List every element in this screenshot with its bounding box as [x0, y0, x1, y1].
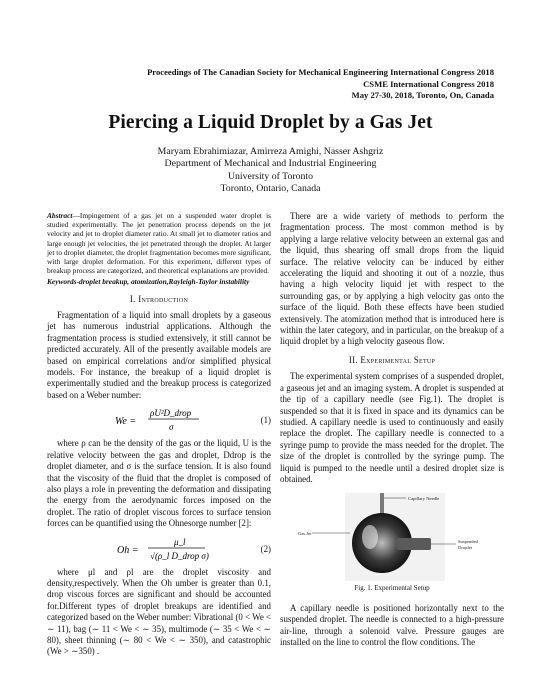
ohnesorge-equation-graphic — [47, 535, 247, 563]
label-right-1: Suspended — [458, 539, 478, 545]
keywords: Keywords-droplet breakup, atomization,Rayleigh-Taylor instability — [47, 277, 250, 287]
setup-paragraph-2: A capillary needle is positioned horizontally next to the suspended droplet. The needle is connected to a high-pressure air-line, through a solenoid valve. Pressure gauges are installed on the line to control the flow conditions. The — [280, 602, 504, 647]
svg-text:Oh =: Oh = — [117, 544, 139, 556]
abstract — [47, 211, 271, 275]
svg-text:√(ρ_l D_drop σ): √(ρ_l D_drop σ) — [150, 550, 209, 561]
author-university: University of Toronto — [227, 170, 314, 182]
paper-title: Piercing a Liquid Droplet by a Gas Jet — [108, 112, 433, 133]
equation-2-number: (2) — [260, 543, 271, 554]
right-column — [280, 211, 504, 648]
svg-text:ρU²D_drop: ρU²D_drop — [150, 408, 192, 419]
section-heading-setup: II. Experimental Setup — [348, 354, 436, 365]
svg-text:σ: σ — [169, 422, 174, 433]
label-left: Gas Jet — [298, 531, 312, 537]
author-block — [0, 146, 541, 196]
conference-header — [147, 67, 494, 102]
equation-1-number: (1) — [260, 415, 271, 426]
intro-paragraph-2: where ρ can be the density of the gas or the liquid, U is the relative velocity between the gas and droplet, Ddrop is the droplet diameter, and σ is the surface tension. It is also found that the viscosity of the fluid that the droplet is composed of also plays a role in preventing the deformation and dissipating the energy from the aerodynamic forces imposed on the droplet. The ratio of droplet viscous forces to surface tension forces can be quantified using the Ohnesorge number [2]: — [47, 438, 271, 529]
figure-experimental-setup — [280, 493, 504, 581]
author-location: Toronto, Ontario, Canada — [220, 183, 321, 195]
intro-paragraph-1: Fragmentation of a liquid into small droplets by a gaseous jet has numerous industrial applications. Although the fragmentation process is studied extensively, it still cannot be predicted accurately. All of the presently available models are based on empirical correlations and/or simplified physical models. For instance, the breakup of a liquid droplet is experimentally studied and the breakup process is categorized based on a Weber number: — [47, 310, 271, 400]
author-names: Maryam Ebrahimiazar, Amirreza Amighi, Nasser Ashgriz — [157, 146, 384, 157]
equation-ohnesorge — [47, 535, 271, 563]
svg-text:μ_l: μ_l — [174, 536, 186, 547]
label-right-2: Droplet — [458, 545, 473, 551]
author-department: Department of Mechanical and Industrial Engineering — [164, 158, 377, 170]
intro-paragraph-3: where μl and ρl are the droplet viscosity and density,respectively. When the Oh umber is greater than 0.1, drop viscous forces are significant and should be accounted for.Different types of droplet breakups are identified and categorized based on the Weber number: Vibrational (0 < We < ∼ 11), bag (∼ 11 < We < ∼ 35), multimode (∼ 35 < We < ∼ 80), sheet thinning (∼ 80 < We < ∼ 350), and catastrophic (We > ∼350) . — [47, 566, 271, 657]
header-line-1: Proceedings of The Canadian Society for Mechanical Engineering International Congress 2018 — [147, 67, 494, 77]
header-line-3: May 27-30, 2018, Toronto, On, Canada — [351, 90, 494, 101]
setup-photo — [280, 493, 504, 581]
left-column — [47, 211, 271, 658]
weber-equation-graphic — [47, 406, 247, 434]
jet-nozzle-shape — [397, 538, 431, 550]
svg-text:We =: We = — [115, 416, 137, 428]
setup-paragraph-1: The experimental system comprises of a suspended droplet, a gaseous jet and an imaging system. A droplet is suspended at the tip of a capillary needle (see Fig.1). The droplet is suspended so that it is fixed in space and its dynamics can be studied. A capillary needle is used to continuously and easily replace the droplet. The capillary needle is connected to a syringe pump to provide the mass needed for the droplet. The size of the droplet is controlled by the syringe pump. The liquid is pumped to the needle until a desired droplet size is obtained. — [280, 371, 504, 484]
header-line-2: CSME International Congress 2018 — [363, 78, 494, 89]
abstract-label: Abstract — [47, 211, 73, 220]
abstract-text: —Impingement of a gas jet on a suspended water droplet is studied experimentally. The jet penetration process depends on the jet velocity and jet to droplet diameter ratio. At small jet to diameter ratios and large enough jet velocities, the jet penetrated through the droplet. At larger jet to droplet diameter, the droplet fragmentation becomes more significant, with large droplet deformation. For this experiment, different types of breakup process are categorized, and theoretical explanations are provided. — [47, 211, 271, 276]
figure-caption: Fig. 1. Experimental Setup — [354, 584, 430, 593]
methods-paragraph: There are a wide variety of methods to perform the fragmentation process. The most common method is by applying a large relative velocity between an external gas and the liquid, thus shearing off small drops from the liquid surface. The relative velocity can be induced by either accelerating the liquid and shooting it out of a nozzle, thus having a high velocity liquid jet with respect to the surrounding gas, or by applying a high velocity gas onto the surface of the liquid. Both these effects have been studied extensively. The atomization method that is introduced here is within the later category, and in particular, on the breakup of a liquid droplet by a high velocity gaseous flow. — [280, 211, 504, 347]
equation-weber — [47, 406, 271, 434]
section-heading-introduction: I. Introduction — [129, 293, 189, 304]
label-needle: Capillary Needle — [408, 496, 440, 502]
